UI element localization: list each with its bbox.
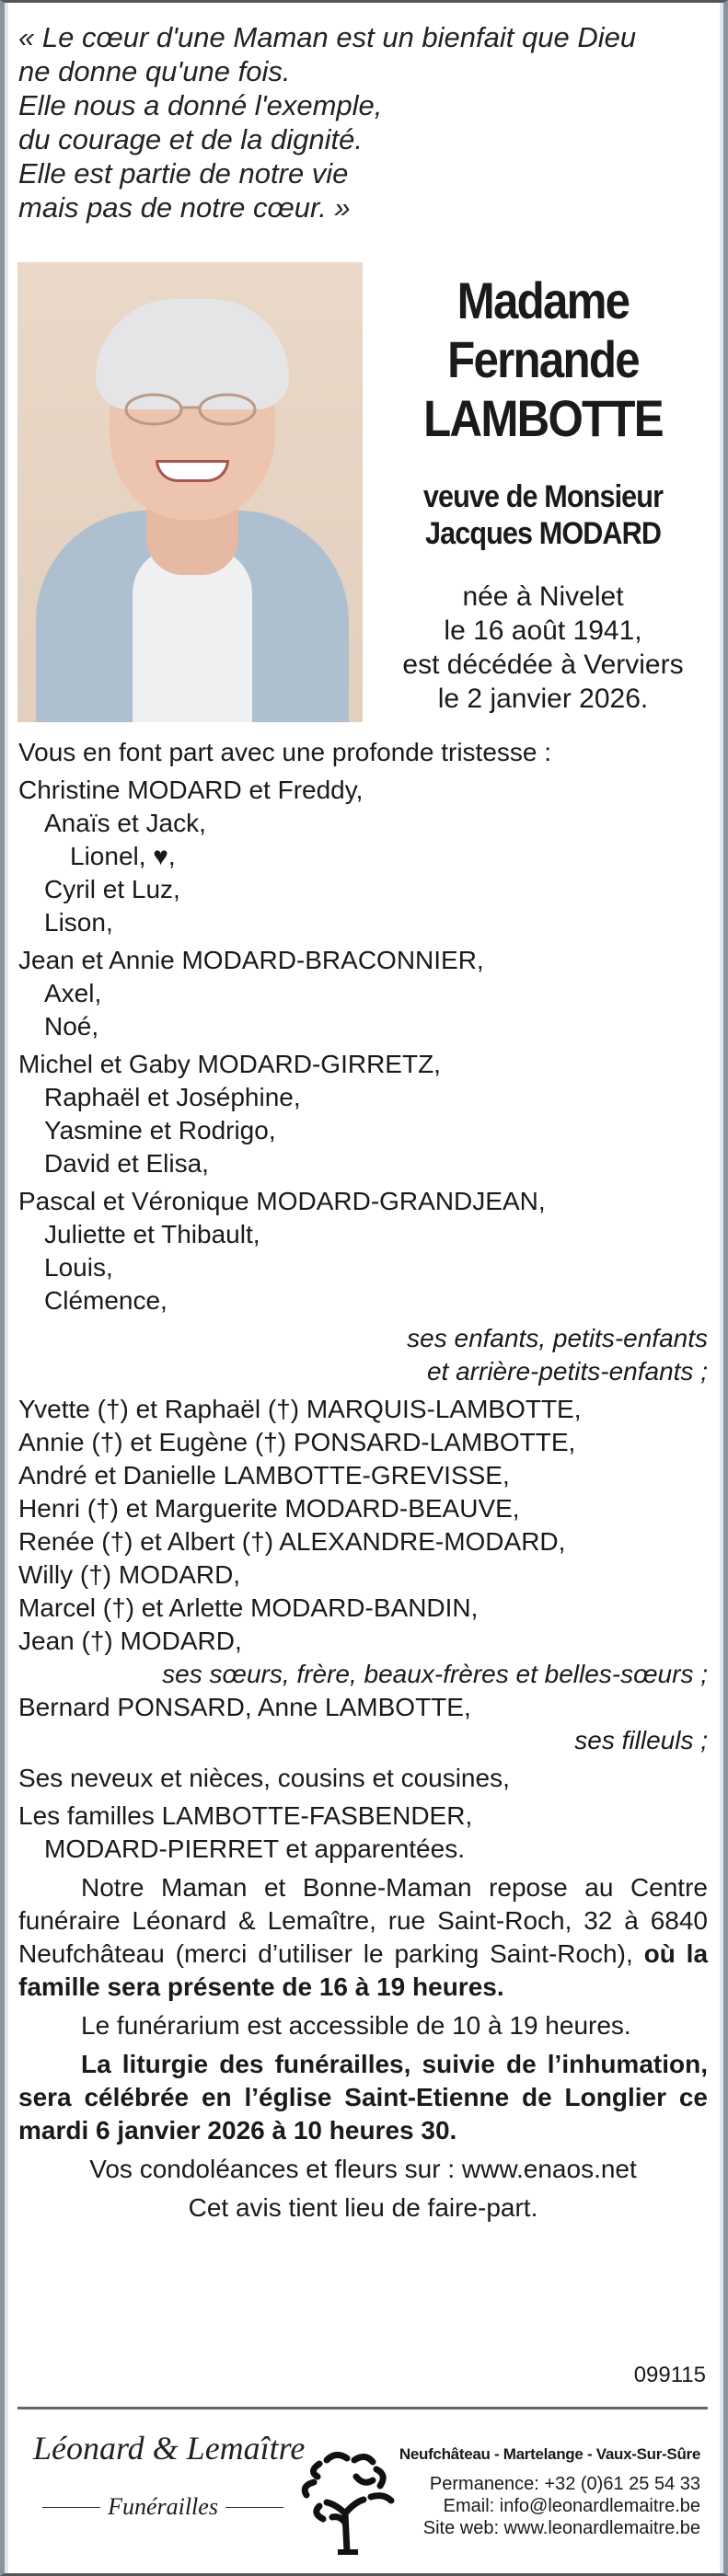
quote-line: mais pas de notre cœur. » [18, 191, 351, 224]
footer-divider [17, 2407, 708, 2409]
label-line: ses enfants, petits-enfants [407, 1324, 708, 1352]
list-item: Renée (†) et Albert (†) ALEXANDRE-MODARD, [18, 1527, 566, 1556]
widow-line: veuve de Monsieur [422, 479, 664, 514]
deceased-name [398, 271, 689, 448]
funeral-home-logo-subtitle [42, 2493, 283, 2521]
liturgy-paragraph: La liturgie des funérailles, suivie de l’inhumation, sera célébrée en l’église Saint-Etienne de Longlier ce mardi 6 janvier 2026 à 10 heures 30. [18, 2050, 708, 2145]
list-item: Yvette (†) et Raphaël (†) MARQUIS-LAMBOTTE, [18, 1395, 582, 1423]
list-item: Anaïs et Jack, [44, 809, 206, 837]
family-group [18, 1048, 708, 1180]
quote [18, 20, 636, 224]
quote-line: Elle nous a donné l'exemple, [18, 89, 383, 121]
family-group [18, 774, 708, 939]
list-item: Cyril et Luz, [44, 875, 180, 903]
website[interactable]: Site web: www.leonardlemaitre.be [422, 2518, 700, 2538]
list-item: Marcel (†) et Arlette MODARD-BANDIN, [18, 1593, 479, 1622]
list-item: Christine MODARD et Freddy, [18, 776, 364, 804]
list-item: Les familles LAMBOTTE-FASBENDER, [18, 1801, 473, 1830]
list-item: Willy (†) MODARD, [18, 1560, 241, 1589]
list-item: David et Elisa, [44, 1149, 209, 1178]
list-item: Clémence, [44, 1286, 168, 1315]
name-line: Madame [456, 271, 630, 329]
visitation-paragraph [18, 1871, 708, 2004]
family-group [18, 944, 708, 1043]
family-group [18, 1185, 708, 1317]
name-line: Fernande [447, 330, 639, 388]
quote-line: ne donne qu'une fois. [18, 55, 291, 87]
condolences-link[interactable]: Vos condoléances et fleurs sur : www.enaos.net [89, 2155, 637, 2183]
godchildren-label: ses filleuls ; [574, 1726, 708, 1754]
cities: Neufchâteau - Martelange - Vaux-Sur-Sûre [399, 2445, 700, 2463]
list-item: MODARD-PIERRET et apparentées. [44, 1834, 465, 1863]
list-item: Lison, [44, 908, 113, 937]
quote-line: Elle est partie de notre vie [18, 157, 349, 190]
siblings-label: ses sœurs, frère, beaux-frères et belles-sœurs ; [162, 1660, 708, 1688]
date-line: le 16 août 1941, [444, 615, 642, 646]
date-line: le 2 janvier 2026. [437, 684, 649, 714]
name-line: LAMBOTTE [423, 389, 663, 447]
tree-icon [299, 2449, 399, 2555]
birth-death-info [377, 580, 709, 716]
list-item: André et Danielle LAMBOTTE-GREVISSE, [18, 1461, 510, 1489]
funeral-home-logo-name: Léonard & Lemaître [33, 2430, 306, 2467]
list-item: Pascal et Véronique MODARD-GRANDJEAN, [18, 1187, 546, 1215]
date-line: née à Nivelet [462, 581, 624, 612]
godchildren: Bernard PONSARD, Anne LAMBOTTE, [18, 1693, 471, 1721]
quote-line: du courage et de la dignité. [18, 123, 363, 155]
visitation-hours: où la famille sera présente de 16 à 19 heures. [18, 1939, 709, 2001]
list-item: Yasmine et Rodrigo, [44, 1116, 276, 1144]
announcement-body [18, 736, 708, 2225]
intro: Vous en font part avec une profonde tristesse : [18, 738, 552, 766]
list-item: Noé, [44, 1012, 99, 1041]
quote-line: « Le cœur d'une Maman est un bienfait que Dieu [18, 21, 637, 53]
list-item: Michel et Gaby MODARD-GIRRETZ, [18, 1050, 441, 1078]
list-item: Louis, [44, 1253, 113, 1282]
notice-text: Cet avis tient lieu de faire-part. [188, 2193, 538, 2222]
list-item: Henri (†) et Marguerite MODARD-BEAUVE, [18, 1494, 520, 1523]
list-item: Jean (†) MODARD, [18, 1627, 242, 1655]
date-line: est décédée à Verviers [402, 650, 684, 680]
list-item: Jean et Annie MODARD-BRACONNIER, [18, 946, 484, 974]
funerarium-hours: Le funérarium est accessible de 10 à 19 heures. [81, 2011, 631, 2040]
widow-line: Jacques MODARD [424, 516, 662, 551]
reference-code: 099115 [633, 2363, 706, 2387]
list-item: Axel, [44, 979, 102, 1007]
widow-of [394, 478, 692, 552]
email[interactable]: Email: info@leonardlemaitre.be [443, 2496, 700, 2516]
families [18, 1800, 708, 1866]
list-item: Juliette et Thibault, [44, 1220, 260, 1248]
phone[interactable]: Permanence: +32 (0)61 25 54 33 [429, 2474, 700, 2494]
children-label [18, 1322, 708, 1388]
funeral-home-contact [399, 2444, 700, 2539]
label-line: et arrière-petits-enfants ; [426, 1357, 708, 1386]
list-item: Lionel, ♥, [70, 842, 176, 870]
logo-subtitle: Funérailles [108, 2493, 218, 2520]
visitation-text: Notre Maman et Bonne-Maman repose au Centre funéraire Léonard & Lemaître, rue Saint-Roch, 32 à 6840 Neufchâteau (merci d’utiliser le parking Saint-Roch), [18, 1873, 708, 1968]
siblings-list [18, 1393, 708, 1658]
nephews: Ses neveux et nièces, cousins et cousines, [18, 1764, 510, 1792]
portrait-photo [17, 262, 363, 722]
list-item: Raphaël et Joséphine, [44, 1083, 301, 1111]
list-item: Annie (†) et Eugène (†) PONSARD-LAMBOTTE, [18, 1428, 576, 1456]
